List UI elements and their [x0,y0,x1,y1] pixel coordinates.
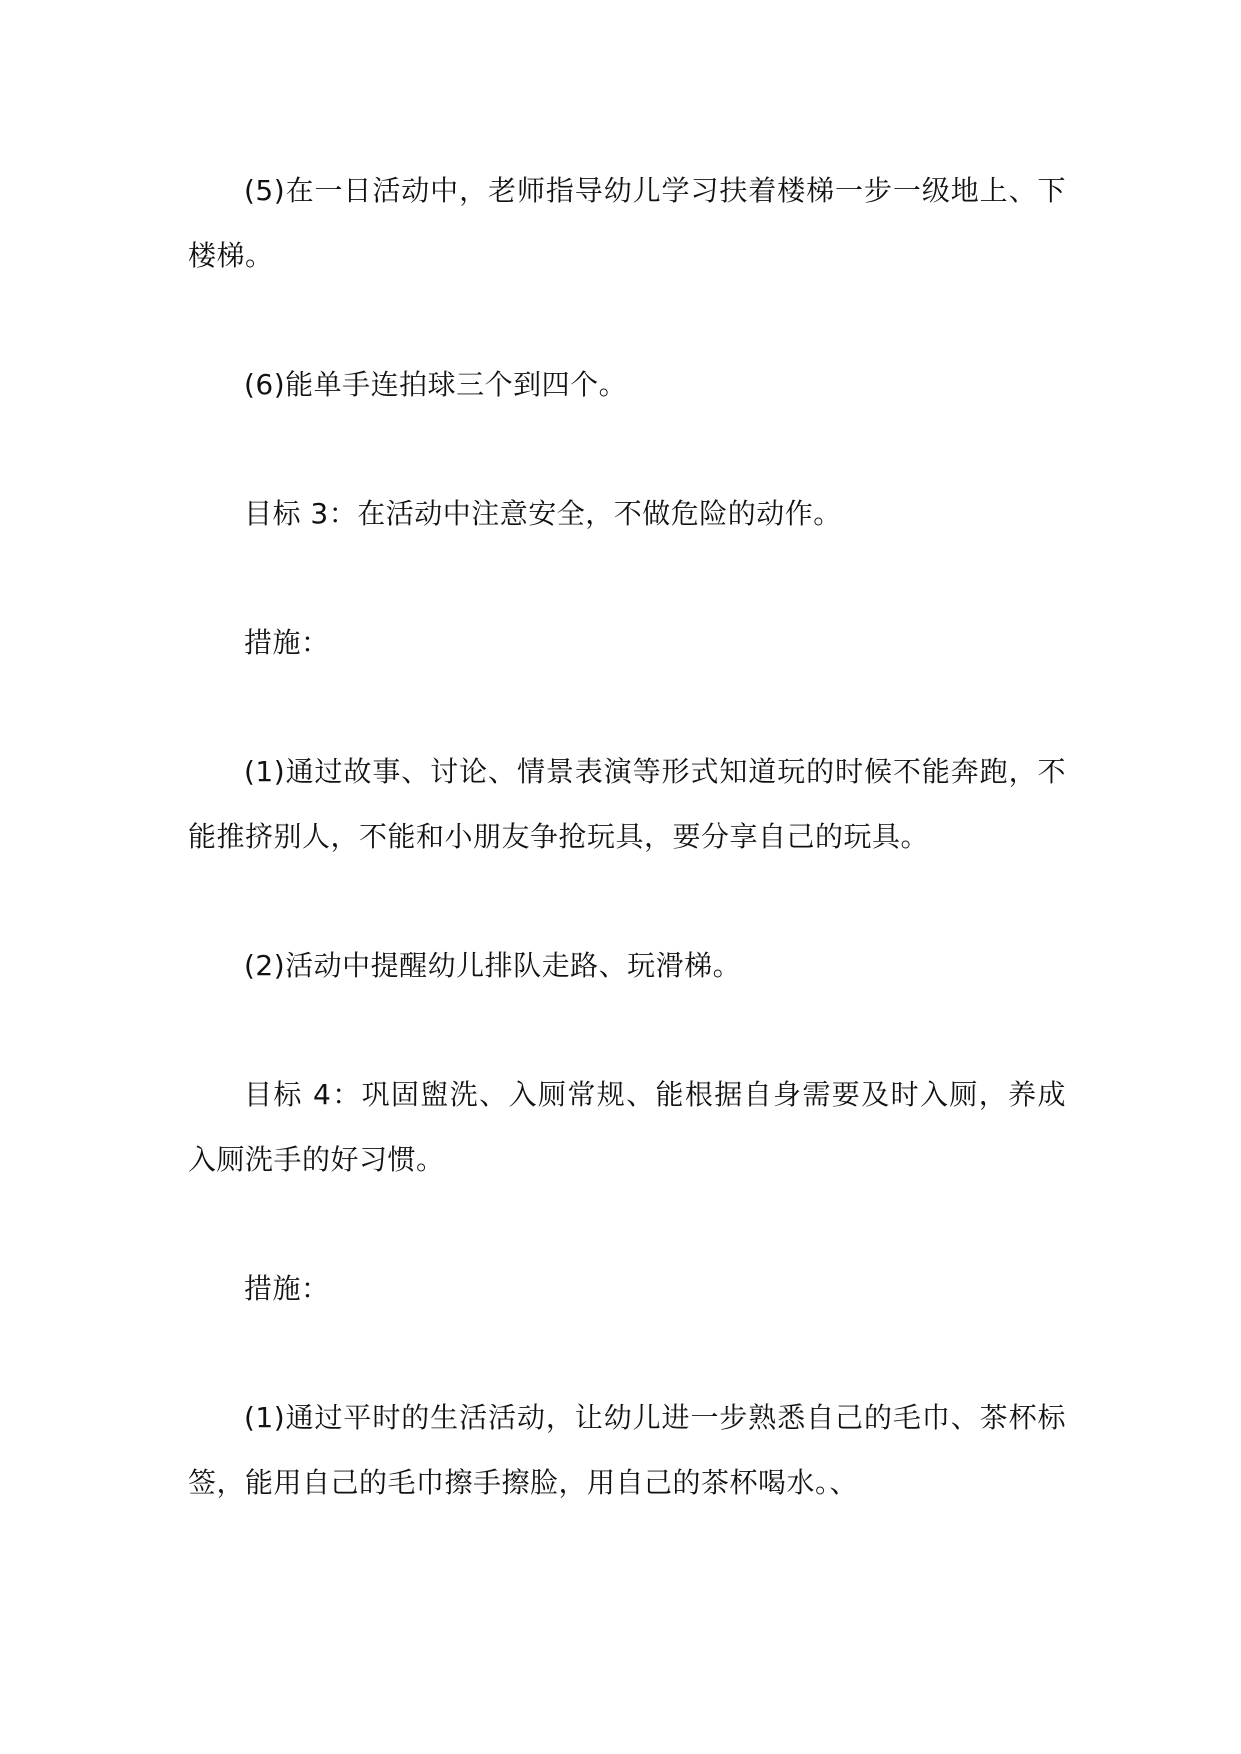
measure-2-queue: (2)活动中提醒幼儿排队走路、玩滑梯。 [244,949,742,982]
measures-label: 措施： [244,1272,330,1305]
document-body [188,158,1066,1579]
paragraph-item-5-stairs: (5)在一日活动中，老师指导幼儿学习扶着楼梯一步一级地上、下楼梯。 [188,174,1066,272]
paragraph-item-6-ball: (6)能单手连拍球三个到四个。 [244,368,628,401]
goal-4-heading: 目标 4：巩固盥洗、入厕常规、能根据自身需要及时入厕，养成入厕洗手的好习惯。 [188,1078,1066,1176]
measure-1-hygiene: (1)通过平时的生活活动，让幼儿进一步熟悉自己的毛巾、茶杯标签，能用自己的毛巾擦手擦脸，用自己的茶杯喝水。、 [188,1401,1066,1499]
measure-1-safety: (1)通过故事、讨论、情景表演等形式知道玩的时候不能奔跑，不能推挤别人，不能和小朋友争抢玩具，要分享自己的玩具。 [188,755,1066,853]
measures-label: 措施： [244,626,330,659]
goal-3-heading: 目标 3：在活动中注意安全，不做危险的动作。 [244,497,842,530]
